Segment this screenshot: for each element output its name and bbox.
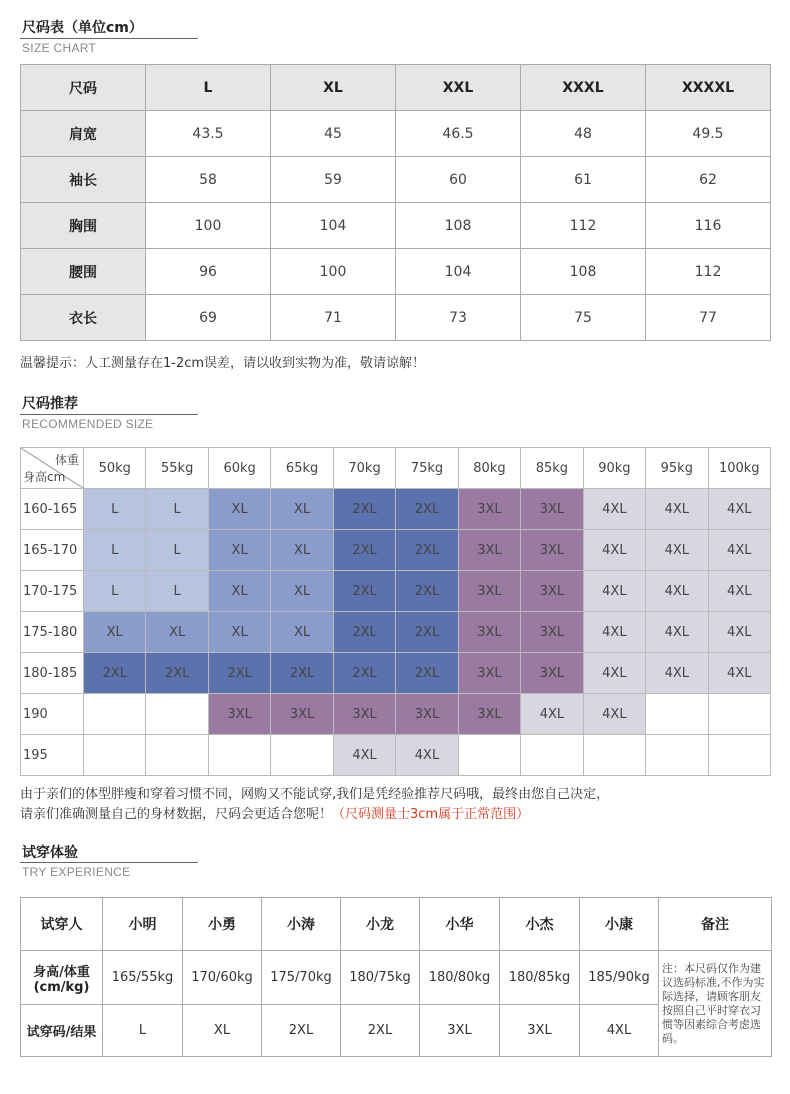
size-recommend-cell: L bbox=[146, 571, 208, 612]
try-result-cell: L bbox=[103, 1005, 183, 1057]
size-cell: 58 bbox=[146, 157, 271, 203]
size-recommend-cell: 3XL bbox=[521, 653, 583, 694]
size-recommend-cell: 3XL bbox=[458, 530, 520, 571]
size-row-label: 胸围 bbox=[21, 203, 146, 249]
size-recommend-cell: 3XL bbox=[458, 489, 520, 530]
try-table bbox=[20, 897, 772, 1057]
try-row-measure bbox=[21, 951, 772, 1005]
size-header-cell: XL bbox=[271, 65, 396, 111]
size-cell: 77 bbox=[646, 295, 771, 341]
size-header-cell: XXXL bbox=[521, 65, 646, 111]
size-header-cell: L bbox=[146, 65, 271, 111]
height-label: 160-165 bbox=[21, 489, 84, 530]
size-cell: 104 bbox=[271, 203, 396, 249]
size-recommend-cell: XL bbox=[271, 489, 333, 530]
size-recommend-cell: 4XL bbox=[583, 694, 645, 735]
size-cell: 108 bbox=[521, 249, 646, 295]
size-recommend-cell: 2XL bbox=[208, 653, 270, 694]
size-recommend-cell bbox=[84, 735, 146, 776]
try-subtitle: TRY EXPERIENCE bbox=[22, 865, 131, 879]
try-rule bbox=[20, 862, 198, 863]
corner-weight-label: 体重 bbox=[54, 453, 79, 467]
size-cell: 100 bbox=[271, 249, 396, 295]
size-cell: 61 bbox=[521, 157, 646, 203]
try-header-cell: 试穿人 bbox=[21, 898, 103, 951]
weight-header: 95kg bbox=[646, 448, 708, 489]
size-recommend-cell bbox=[646, 694, 708, 735]
try-header-cell: 小杰 bbox=[500, 898, 580, 951]
size-recommend-cell: XL bbox=[208, 571, 270, 612]
size-recommend-cell: 2XL bbox=[333, 530, 395, 571]
recommend-corner bbox=[21, 448, 84, 489]
size-cell: 43.5 bbox=[146, 111, 271, 157]
size-recommend-cell: 3XL bbox=[521, 530, 583, 571]
recommend-table bbox=[20, 447, 771, 776]
size-chart-title: 尺码表（单位cm） bbox=[22, 20, 143, 36]
recommend-rule bbox=[20, 414, 198, 415]
size-recommend-cell bbox=[271, 735, 333, 776]
size-cell: 48 bbox=[521, 111, 646, 157]
try-result-cell: XL bbox=[183, 1005, 262, 1057]
size-header-corner: 尺码 bbox=[21, 65, 146, 111]
size-recommend-cell: 2XL bbox=[396, 571, 458, 612]
size-cell: 59 bbox=[271, 157, 396, 203]
size-cell: 60 bbox=[396, 157, 521, 203]
size-recommend-cell: L bbox=[146, 530, 208, 571]
weight-header: 100kg bbox=[708, 448, 770, 489]
size-recommend-cell: 4XL bbox=[396, 735, 458, 776]
try-header-row bbox=[21, 898, 772, 951]
size-header-cell: XXL bbox=[396, 65, 521, 111]
size-recommend-cell: 4XL bbox=[583, 530, 645, 571]
size-cell: 75 bbox=[521, 295, 646, 341]
try-result-cell: 2XL bbox=[341, 1005, 420, 1057]
recommend-note-line1: 由于亲们的体型胖瘦和穿着习惯不同，网购又不能试穿,我们是凭经验推荐尺码哦，最终由您自己决定， bbox=[20, 787, 610, 802]
size-recommend-cell bbox=[708, 694, 770, 735]
size-row bbox=[21, 157, 771, 203]
size-cell: 71 bbox=[271, 295, 396, 341]
size-recommend-cell bbox=[646, 735, 708, 776]
recommend-row bbox=[21, 612, 771, 653]
size-header-row bbox=[21, 65, 771, 111]
size-recommend-cell bbox=[583, 735, 645, 776]
size-row bbox=[21, 295, 771, 341]
size-recommend-cell bbox=[708, 735, 770, 776]
size-cell: 96 bbox=[146, 249, 271, 295]
weight-header: 90kg bbox=[583, 448, 645, 489]
size-recommend-cell: 3XL bbox=[521, 571, 583, 612]
try-measure-cell: 175/70kg bbox=[262, 951, 341, 1005]
try-title: 试穿体验 bbox=[22, 845, 78, 861]
size-recommend-cell: 4XL bbox=[583, 653, 645, 694]
size-recommend-cell: 4XL bbox=[708, 530, 770, 571]
size-row bbox=[21, 111, 771, 157]
size-recommend-cell: XL bbox=[208, 530, 270, 571]
size-recommend-cell: XL bbox=[271, 612, 333, 653]
size-recommend-cell bbox=[208, 735, 270, 776]
size-recommend-cell: 4XL bbox=[521, 694, 583, 735]
size-recommend-cell: 2XL bbox=[146, 653, 208, 694]
size-cell: 116 bbox=[646, 203, 771, 249]
size-cell: 73 bbox=[396, 295, 521, 341]
weight-header: 65kg bbox=[271, 448, 333, 489]
size-recommend-cell: 3XL bbox=[208, 694, 270, 735]
size-recommend-cell: XL bbox=[271, 571, 333, 612]
try-header-cell: 小康 bbox=[580, 898, 659, 951]
size-recommend-cell: XL bbox=[84, 612, 146, 653]
size-recommend-cell: 2XL bbox=[333, 612, 395, 653]
size-cell: 62 bbox=[646, 157, 771, 203]
size-recommend-cell: XL bbox=[208, 612, 270, 653]
try-result-cell: 2XL bbox=[262, 1005, 341, 1057]
size-recommend-cell: XL bbox=[208, 489, 270, 530]
try-measure-cell: 165/55kg bbox=[103, 951, 183, 1005]
size-recommend-cell: XL bbox=[271, 530, 333, 571]
size-recommend-cell: 2XL bbox=[396, 489, 458, 530]
size-cell: 108 bbox=[396, 203, 521, 249]
size-recommend-cell: 3XL bbox=[458, 571, 520, 612]
size-recommend-cell: 4XL bbox=[708, 489, 770, 530]
size-recommend-cell: 2XL bbox=[84, 653, 146, 694]
size-recommend-cell bbox=[146, 735, 208, 776]
size-chart-table bbox=[20, 64, 771, 341]
size-recommend-cell: 3XL bbox=[458, 694, 520, 735]
weight-header: 85kg bbox=[521, 448, 583, 489]
size-recommend-cell bbox=[521, 735, 583, 776]
size-chart-rule bbox=[20, 38, 198, 39]
try-result-cell: 3XL bbox=[500, 1005, 580, 1057]
size-cell: 46.5 bbox=[396, 111, 521, 157]
size-recommend-cell: 2XL bbox=[396, 612, 458, 653]
try-result-cell: 3XL bbox=[420, 1005, 500, 1057]
size-recommend-cell: 2XL bbox=[333, 653, 395, 694]
try-result-cell: 4XL bbox=[580, 1005, 659, 1057]
size-recommend-cell: 4XL bbox=[583, 571, 645, 612]
size-recommend-cell: 4XL bbox=[583, 489, 645, 530]
try-header-cell: 小涛 bbox=[262, 898, 341, 951]
size-chart-note: 温馨提示：人工测量存在1-2cm误差，请以收到实物为准，敬请谅解！ bbox=[20, 356, 426, 371]
size-recommend-cell: 4XL bbox=[646, 571, 708, 612]
weight-header: 75kg bbox=[396, 448, 458, 489]
recommend-row bbox=[21, 653, 771, 694]
size-recommend-cell: L bbox=[146, 489, 208, 530]
recommend-note-line2 bbox=[20, 803, 529, 822]
size-cell: 49.5 bbox=[646, 111, 771, 157]
height-label: 195 bbox=[21, 735, 84, 776]
size-recommend-cell: 4XL bbox=[646, 489, 708, 530]
try-measure-cell: 180/80kg bbox=[420, 951, 500, 1005]
size-recommend-cell bbox=[458, 735, 520, 776]
try-measure-cell: 185/90kg bbox=[580, 951, 659, 1005]
size-recommend-cell: 4XL bbox=[708, 612, 770, 653]
size-recommend-cell bbox=[84, 694, 146, 735]
corner-height-label: 身高cm bbox=[23, 470, 66, 484]
weight-header: 80kg bbox=[458, 448, 520, 489]
recommend-subtitle: RECOMMENDED SIZE bbox=[22, 417, 154, 431]
try-row-result-label: 试穿码/结果 bbox=[21, 1005, 103, 1057]
height-label: 180-185 bbox=[21, 653, 84, 694]
try-header-cell: 小明 bbox=[103, 898, 183, 951]
recommend-note-red: （尺码测量士3cm属于正常范围） bbox=[332, 807, 530, 822]
size-recommend-cell: 4XL bbox=[646, 530, 708, 571]
recommend-row bbox=[21, 571, 771, 612]
size-recommend-cell: 4XL bbox=[333, 735, 395, 776]
weight-header: 70kg bbox=[333, 448, 395, 489]
size-recommend-cell: 2XL bbox=[333, 571, 395, 612]
size-header-cell: XXXXL bbox=[646, 65, 771, 111]
size-row-label: 肩宽 bbox=[21, 111, 146, 157]
size-recommend-cell: 3XL bbox=[458, 612, 520, 653]
size-recommend-cell: 2XL bbox=[396, 530, 458, 571]
size-recommend-cell: 4XL bbox=[708, 571, 770, 612]
size-row-label: 衣长 bbox=[21, 295, 146, 341]
size-row bbox=[21, 249, 771, 295]
try-header-cell: 备注 bbox=[659, 898, 772, 951]
size-chart-subtitle: SIZE CHART bbox=[22, 41, 97, 55]
size-recommend-cell: 3XL bbox=[396, 694, 458, 735]
size-row bbox=[21, 203, 771, 249]
size-recommend-cell: 3XL bbox=[521, 489, 583, 530]
try-measure-cell: 180/75kg bbox=[341, 951, 420, 1005]
try-row-measure-label: 身高/体重(cm/kg) bbox=[21, 951, 103, 1005]
try-measure-cell: 180/85kg bbox=[500, 951, 580, 1005]
size-recommend-cell: L bbox=[84, 571, 146, 612]
height-label: 190 bbox=[21, 694, 84, 735]
size-cell: 112 bbox=[646, 249, 771, 295]
recommend-header-row bbox=[21, 448, 771, 489]
recommend-row bbox=[21, 489, 771, 530]
recommend-note-text: 请亲们准确测量自己的身材数据，尺码会更适合您呢！ bbox=[20, 807, 333, 822]
size-cell: 100 bbox=[146, 203, 271, 249]
size-recommend-cell: 2XL bbox=[396, 653, 458, 694]
weight-header: 55kg bbox=[146, 448, 208, 489]
try-header-cell: 小勇 bbox=[183, 898, 262, 951]
size-recommend-cell: 3XL bbox=[333, 694, 395, 735]
height-label: 175-180 bbox=[21, 612, 84, 653]
size-row-label: 袖长 bbox=[21, 157, 146, 203]
weight-header: 50kg bbox=[84, 448, 146, 489]
try-header-cell: 小华 bbox=[420, 898, 500, 951]
size-recommend-cell: 4XL bbox=[646, 612, 708, 653]
size-recommend-cell: 4XL bbox=[583, 612, 645, 653]
size-cell: 45 bbox=[271, 111, 396, 157]
weight-header: 60kg bbox=[208, 448, 270, 489]
size-cell: 69 bbox=[146, 295, 271, 341]
try-header-cell: 小龙 bbox=[341, 898, 420, 951]
size-cell: 104 bbox=[396, 249, 521, 295]
size-cell: 112 bbox=[521, 203, 646, 249]
recommend-row bbox=[21, 694, 771, 735]
size-recommend-cell bbox=[146, 694, 208, 735]
try-measure-cell: 170/60kg bbox=[183, 951, 262, 1005]
size-recommend-cell: 3XL bbox=[271, 694, 333, 735]
size-recommend-cell: 3XL bbox=[521, 612, 583, 653]
size-recommend-cell: 4XL bbox=[646, 653, 708, 694]
recommend-row bbox=[21, 530, 771, 571]
size-row-label: 腰围 bbox=[21, 249, 146, 295]
size-recommend-cell: 4XL bbox=[708, 653, 770, 694]
height-label: 165-170 bbox=[21, 530, 84, 571]
size-recommend-cell: 2XL bbox=[333, 489, 395, 530]
size-recommend-cell: 3XL bbox=[458, 653, 520, 694]
recommend-title: 尺码推荐 bbox=[22, 396, 78, 412]
size-recommend-cell: 2XL bbox=[271, 653, 333, 694]
size-recommend-cell: L bbox=[84, 530, 146, 571]
size-recommend-cell: L bbox=[84, 489, 146, 530]
size-recommend-cell: XL bbox=[146, 612, 208, 653]
height-label: 170-175 bbox=[21, 571, 84, 612]
recommend-row bbox=[21, 735, 771, 776]
try-remark: 注：本尺码仅作为建议选码标准,不作为实际选择，请顾客朋友按照自己平时穿衣习惯等因素综合考虑选码。 bbox=[659, 951, 772, 1057]
